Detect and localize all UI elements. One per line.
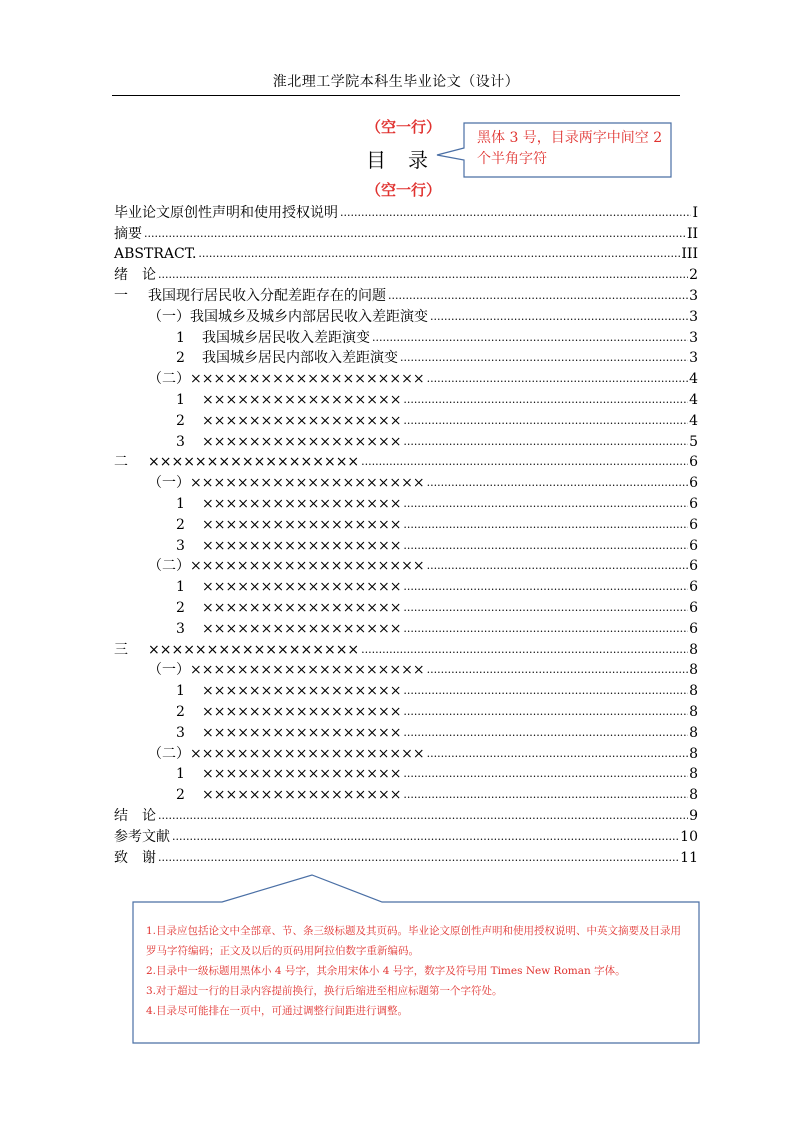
toc-entry-label [114, 642, 361, 659]
toc-entry-label [114, 808, 158, 825]
toc-entry-page: 8 [689, 724, 698, 741]
toc-leader-dots [403, 434, 688, 451]
toc-leader-dots [340, 205, 691, 222]
toc-entry-label [148, 746, 427, 763]
toc-entry-number: 2 [176, 516, 185, 533]
toc-row [114, 201, 698, 222]
toc-leader-dots [430, 309, 688, 326]
toc-entry-label [176, 766, 403, 783]
toc-entry-text: （二）×××××××××××××××××××× [148, 745, 425, 762]
toc-row [114, 679, 698, 700]
toc-entry-text: 我国城乡居民收入差距演变 [202, 329, 370, 346]
toc-row [114, 430, 698, 451]
toc-entry-page: 3 [689, 329, 698, 346]
toc-leader-dots [403, 787, 688, 804]
toc-entry-text: 致 谢 [114, 849, 156, 866]
toc-entry-label [176, 330, 372, 347]
toc-entry-text: 参考文献 [114, 828, 170, 845]
toc-entry-number: 三 [114, 641, 128, 658]
header-rule [112, 95, 680, 96]
toc-entry-page: 3 [689, 350, 698, 367]
toc-entry-page: 11 [680, 849, 698, 866]
toc-entry-label [176, 538, 403, 555]
toc-entry-label [148, 371, 427, 388]
toc-entry-text: ××××××××××××××××× [202, 620, 402, 637]
toc-entry-label [148, 662, 427, 679]
toc-entry-page: II [686, 225, 698, 242]
toc-leader-dots [372, 330, 688, 347]
toc-entry-page: 8 [689, 787, 698, 804]
blank-line-annotation-top: （空一行） [366, 118, 442, 136]
toc-entry-number: 2 [176, 350, 185, 367]
title-callout-text: 黑体 3 号，目录两字中间空 2 个半角字符 [477, 130, 663, 167]
toc-row [114, 367, 698, 388]
toc-row [114, 326, 698, 347]
toc-entry-number: 二 [114, 454, 128, 471]
toc-row [114, 763, 698, 784]
toc-entry-text: ××××××××××××××××× [202, 537, 402, 554]
toc-entry-label [176, 600, 403, 617]
toc-entry-page: 8 [689, 703, 698, 720]
toc-entry-page: III [681, 246, 698, 263]
toc-entry-text: ××××××××××××××××× [202, 412, 402, 429]
toc-leader-dots [427, 475, 688, 492]
toc-entry-text: ××××××××××××××××× [202, 516, 402, 533]
toc-entry-text: （一）×××××××××××××××××××× [148, 475, 425, 492]
toc-row [114, 555, 698, 576]
toc-row [114, 596, 698, 617]
toc-entry-label [114, 850, 158, 867]
toc-leader-dots [388, 288, 688, 305]
blank-line-annotation-bottom: （空一行） [366, 181, 442, 199]
toc-entry-page: 6 [689, 454, 698, 471]
toc-entry-text: ××××××××××××××××× [202, 579, 402, 596]
toc-entry-label [148, 558, 427, 575]
toc-leader-dots [403, 766, 688, 783]
toc-row [114, 409, 698, 430]
toc-row [114, 804, 698, 825]
toc-row [114, 347, 698, 368]
toc-entry-page: 8 [689, 745, 698, 762]
toc-entry-text: （一）我国城乡及城乡内部居民收入差距演变 [148, 308, 428, 325]
toc-entry-number: 2 [176, 599, 185, 616]
toc-leader-dots [400, 350, 688, 367]
toc-entry-number: 1 [176, 683, 185, 700]
toc-entry-text: （二）×××××××××××××××××××× [148, 558, 425, 575]
toc-leader-dots [158, 808, 688, 825]
toc-row [114, 305, 698, 326]
toc-leader-dots [144, 226, 686, 243]
toc-row [114, 492, 698, 513]
toc-entry-page: 4 [689, 412, 698, 429]
toc-row [114, 825, 698, 846]
toc-entry-number: 2 [176, 787, 185, 804]
toc-entry-page: 5 [689, 433, 698, 450]
toc-entry-text: ×××××××××××××××××× [148, 454, 360, 471]
toc-leader-dots [172, 829, 679, 846]
notes-list [146, 921, 690, 1021]
toc-entry-page: 8 [689, 662, 698, 679]
toc-entry-number: 一 [114, 287, 128, 304]
toc-entry-text: （二）×××××××××××××××××××× [148, 371, 425, 388]
toc-entry-page: 6 [689, 475, 698, 492]
toc-entry-text: ××××××××××××××××× [202, 703, 402, 720]
toc-entry-page: I [692, 204, 698, 221]
toc-row [114, 700, 698, 721]
toc-entry-text: ×××××××××××××××××× [148, 641, 360, 658]
toc-entry-page: 3 [689, 308, 698, 325]
toc-entry-label [176, 434, 403, 451]
toc-leader-dots [427, 662, 688, 679]
toc-row [114, 617, 698, 638]
toc-entry-label [176, 517, 403, 534]
toc-leader-dots [403, 704, 688, 721]
toc-entry-page: 8 [689, 641, 698, 658]
toc-leader-dots [403, 683, 688, 700]
toc-entry-label [176, 725, 403, 742]
toc-leader-dots [427, 746, 688, 763]
toc-row [114, 222, 698, 243]
toc-row [114, 534, 698, 555]
toc-entry-label [114, 226, 144, 243]
toc-entry-number: 3 [176, 724, 185, 741]
toc-entry-number: 3 [176, 537, 185, 554]
toc-entry-number: 1 [176, 329, 185, 346]
toc-leader-dots [403, 517, 688, 534]
toc-entry-text: ××××××××××××××××× [202, 787, 402, 804]
toc-entry-text: 我国现行居民收入分配差距存在的问题 [148, 287, 386, 304]
toc-entry-label [148, 309, 430, 326]
page-header: 淮北理工学院本科生毕业论文（设计） [272, 74, 520, 90]
toc-row [114, 471, 698, 492]
toc-entry-label [114, 205, 340, 222]
table-of-contents [114, 201, 698, 867]
toc-entry-text: ××××××××××××××××× [202, 766, 402, 783]
toc-entry-label [148, 475, 427, 492]
toc-entry-label [176, 350, 400, 367]
toc-entry-page: 4 [689, 391, 698, 408]
toc-entry-page: 6 [689, 558, 698, 575]
toc-entry-number: 1 [176, 391, 185, 408]
toc-entry-page: 4 [689, 371, 698, 388]
toc-row [114, 659, 698, 680]
toc-entry-text: 结 论 [114, 807, 156, 824]
toc-entry-text: ××××××××××××××××× [202, 391, 402, 408]
toc-entry-label [114, 829, 172, 846]
toc-entry-number: 1 [176, 495, 185, 512]
toc-entry-number: 3 [176, 620, 185, 637]
toc-entry-text: ××××××××××××××××× [202, 433, 402, 450]
toc-entry-text: 我国城乡居民内部收入差距演变 [202, 350, 398, 367]
toc-row [114, 284, 698, 305]
toc-entry-number: 1 [176, 766, 185, 783]
toc-leader-dots [403, 496, 688, 513]
toc-entry-text: 摘要 [114, 225, 142, 242]
toc-entry-text: 毕业论文原创性声明和使用授权说明 [114, 204, 338, 221]
toc-leader-dots [403, 600, 688, 617]
toc-entry-page: 3 [689, 287, 698, 304]
toc-entry-text: ABSTRACT. [114, 246, 197, 263]
toc-entry-label [176, 579, 403, 596]
toc-entry-text: 绪 论 [114, 267, 156, 284]
toc-entry-page: 8 [689, 766, 698, 783]
toc-row [114, 721, 698, 742]
toc-entry-number: 1 [176, 579, 185, 596]
toc-entry-text: ××××××××××××××××× [202, 495, 402, 512]
toc-entry-page: 6 [689, 579, 698, 596]
toc-entry-label [176, 621, 403, 638]
toc-entry-label [176, 496, 403, 513]
toc-leader-dots [427, 558, 688, 575]
toc-leader-dots [198, 246, 680, 263]
toc-entry-text: ××××××××××××××××× [202, 724, 402, 741]
toc-row [114, 575, 698, 596]
toc-entry-label [176, 413, 403, 430]
toc-entry-label [176, 787, 403, 804]
toc-row [114, 513, 698, 534]
toc-leader-dots [403, 725, 688, 742]
toc-entry-page: 6 [689, 495, 698, 512]
toc-entry-page: 6 [689, 537, 698, 554]
toc-title: 目 录 [366, 148, 429, 172]
toc-row [114, 388, 698, 409]
note-item: 2.目录中一级标题用黑体小 4 号字，其余用宋体小 4 号字，数字及符号用 Times New Roman 字体。 [146, 965, 626, 977]
toc-entry-page: 10 [680, 828, 698, 845]
toc-entry-page: 6 [689, 516, 698, 533]
toc-entry-page: 8 [689, 683, 698, 700]
toc-leader-dots [427, 371, 688, 388]
note-item: 3.对于超过一行的目录内容提前换行，换行后缩进至相应标题第一个字符处。 [146, 985, 503, 997]
toc-entry-page: 6 [689, 599, 698, 616]
toc-entry-page: 2 [689, 267, 698, 284]
toc-row [114, 243, 698, 264]
toc-entry-text: （一）×××××××××××××××××××× [148, 662, 425, 679]
toc-entry-label [114, 267, 158, 284]
toc-entry-label [176, 683, 403, 700]
toc-entry-page: 6 [689, 620, 698, 637]
toc-row [114, 263, 698, 284]
toc-entry-text: ××××××××××××××××× [202, 599, 402, 616]
toc-leader-dots [403, 579, 688, 596]
toc-entry-number: 2 [176, 703, 185, 720]
toc-entry-label [114, 246, 198, 263]
toc-row [114, 451, 698, 472]
toc-leader-dots [361, 642, 688, 659]
toc-entry-label [176, 392, 403, 409]
toc-entry-text: ××××××××××××××××× [202, 683, 402, 700]
toc-leader-dots [403, 413, 688, 430]
note-item: 4.目录尽可能排在一页中，可通过调整行间距进行调整。 [146, 1005, 409, 1017]
toc-entry-label [114, 288, 388, 305]
toc-entry-number: 2 [176, 412, 185, 429]
toc-leader-dots [361, 454, 688, 471]
note-item: 1.目录应包括论文中全部章、节、条三级标题及其页码。毕业论文原创性声明和使用授权说明、中英文摘要及目录用罗马字符编码；正文及以后的页码用阿拉伯数字重新编码。 [146, 925, 682, 957]
toc-row [114, 846, 698, 867]
toc-row [114, 638, 698, 659]
toc-entry-number: 3 [176, 433, 185, 450]
toc-leader-dots [158, 267, 688, 284]
toc-row [114, 742, 698, 763]
toc-leader-dots [403, 392, 688, 409]
toc-entry-label [114, 454, 361, 471]
toc-leader-dots [158, 850, 679, 867]
toc-entry-page: 9 [689, 807, 698, 824]
toc-leader-dots [403, 538, 688, 555]
toc-entry-label [176, 704, 403, 721]
toc-row [114, 783, 698, 804]
toc-leader-dots [403, 621, 688, 638]
